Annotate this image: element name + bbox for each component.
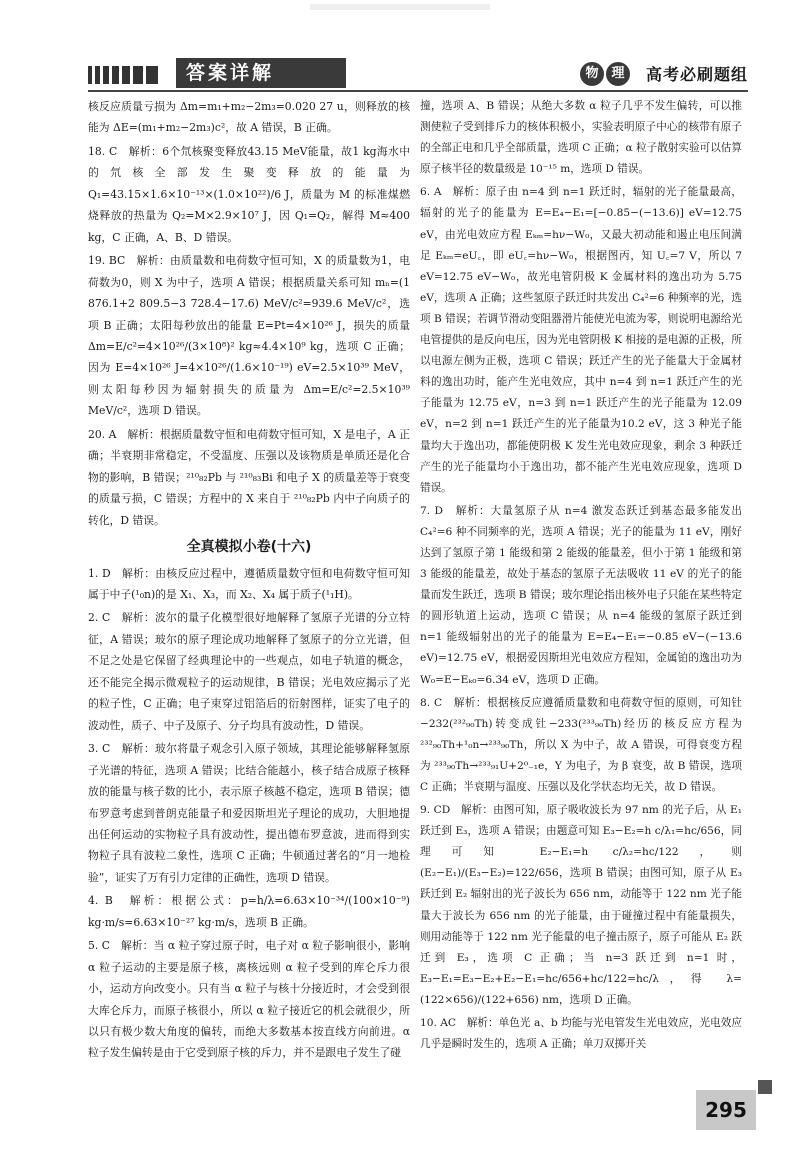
left-column: [88, 96, 410, 1066]
answer-paragraph: 20. A 解析：根据质量数守恒和电荷数守恒可知，X 是电子，A 正确；半衰期非常稳定，不受温度、压强以及该物质是单质还是化合物的影响，B 错误；²¹⁰₈₂Pb 与 ²¹⁰₈₃Bi 和电子 X 的质量差等于衰变的质量亏损，C 错误；方程中的 X 来自于 ²¹⁰₈₂Pb 内中子向质子的转化，D 错误。: [88, 427, 410, 527]
right-column: [420, 96, 742, 1057]
subject-badge: [580, 62, 630, 86]
answer-paragraph: 19. BC 解析：由质量数和电荷数守恒可知，X 的质量数为1，电荷数为0，则 X 为中子，选项 A 错误；根据质量关系可知 mₙ=(1 876.1+2 809.5−3 728.4−17.6) MeV/c²=939.6 MeV/c²，选项 B 正确；太阳每秒放出的能量 E=Pt=4×10²⁶ J，损失的质量 Δm=E/c²=4×10²⁶/(3×10⁸)² kg≈4.4×10⁹ kg，选项 C 正确；因为 E=4×10²⁶ J=4×10²⁶/(1.6×10⁻¹⁹) eV=2.5×10³⁹ MeV，则太阳每秒因为辐射损失的质量为 Δm=E/c²=2.5×10³⁹ MeV/c²，选项 D 错误。: [88, 254, 410, 418]
page-number: 295: [696, 1090, 756, 1130]
answer-paragraph: 撞，选项 A、B 错误；从绝大多数 α 粒子几乎不发生偏转，可以推测使粒子受到排斥力的核体积极小，实验表明原子中心的核带有原子的全部正电和几乎全部质量，选项 C 正确；α 粒子散射实验可以估算原子核半径的数量级是 10⁻¹⁵ m，选项 D 错误。: [420, 100, 742, 176]
answer-paragraph: 2. C 解析：波尔的量子化模型很好地解释了氢原子光谱的分立特征，A 错误；玻尔的原子理论成功地解释了氢原子的分立光谱，但不足之处是它保留了经典理论中的一些观点，如电子轨道的概念，还不能完全揭示微观粒子的运动规律，B 错误；光电效应揭示了光的粒子性，C 正确；电子束穿过铝箔后的衍射图样，证实了电子的波动性，质子、中子及原子、分子均具有波动性，D 错误。: [88, 611, 410, 732]
answer-paragraph: 4. B 解析：根据公式：p=h/λ=6.63×10⁻³⁴/(100×10⁻⁹) kg·m/s=6.63×10⁻²⁷ kg·m/s，选项 B 正确。: [88, 894, 410, 929]
section-heading: 全真模拟小卷(十六): [186, 539, 312, 556]
subject-char: 理: [606, 62, 630, 86]
answer-paragraph: 1. D 解析：由核反应过程中，遵循质量数守恒和电荷数守恒可知属于中子(¹₀n)的是 X₁、X₃，而 X₂、X₄ 属于质子(¹₁H)。: [88, 566, 410, 601]
book-title: 高考必刷题组: [645, 65, 748, 84]
answer-paragraph: 8. C 解析：根据核反应遵循质量数和电荷数守恒的原则，可知钍−232(²³²₉₀Th)转变成钍−233(²³³₉₀Th)经历的核反应方程为 ²³²₉₀Th+¹₀n→²³³₉₀Th，所以 X 为中子，故 A 错误，可得衰变方程为 ²³³₉₀Th→²³³₉₁U+2⁰₋₁e，Y 为电子，为 β 衰变，故 B 错误，选项 C 正确；半衰期与温度、压强以及化学状态均无关，故 D 错误。: [420, 696, 742, 793]
answer-paragraph: 10. AC 解析：单色光 a、b 均能与光电管发生光电效应，光电效应几乎是瞬时发生的，选项 A 正确；单刀双掷开关: [420, 1017, 742, 1051]
page-header: [88, 58, 748, 92]
answer-paragraph: 7. D 解析：大量氢原子从 n=4 激发态跃迁到基态最多能发出 C₄²=6 种不同频率的光，选项 A 错误；光子的能量为 11 eV，刚好达到了氢原子第 1 能级和第 2 能级的能量差，但小于第 1 能级和第 3 能级的能量差，故处于基态的氢原子无法吸收 11 eV 的光子的能量而发生跃迁，选项 B 错误；玻尔理论指出核外电子只能在某些特定的圆形轨道上运动，选项 C 错误；从 n=4 能级的氢原子跃迁到 n=1 能级辐射出的光子的能量为 E=E₄−E₁=−0.85 eV−(−13.6 eV)=12.75 eV，根据爱因斯坦光电效应方程知，金属铂的逸出功为 W₀=E−Eₖ₀=6.34 eV，选项 D 正确。: [420, 504, 742, 686]
header-bars: [88, 66, 161, 85]
header-rule: [88, 90, 748, 92]
section-banner: 答案详解: [176, 58, 346, 88]
corner-mark: [758, 1080, 772, 1094]
answer-paragraph: 核反应质量亏损为 Δm=m₁+m₂−2m₃=0.020 27 u，则释放的核能为 ΔE=(m₁+m₂−2m₃)c²，故 A 错误，B 正确。: [88, 100, 410, 135]
top-faint-mark: [310, 4, 490, 10]
subject-char: 物: [580, 62, 604, 86]
answer-paragraph: 3. C 解析：玻尔将量子观念引入原子领域，其理论能够解释氢原子光谱的特征，选项 A 错误；比结合能越小，核子结合成原子核释放的能量与核子数的比小，表示原子核越不稳定，选项 B 错误；德布罗意考虑到普朗克能量子和爱因斯坦光子理论的成功，大胆地提出任何运动的实物粒子具有波动性，提出德布罗意波，进而得到实物粒子具有波粒二象性，选项 C 正确；牛顿通过著名的“月一地检验”，证实了万有引力定律的正确性，选项 D 错误。: [88, 742, 410, 884]
answer-paragraph: 9. CD 解析：由图可知，原子吸收波长为 97 nm 的光子后，从 E₁ 跃迁到 E₃，选项 A 错误；由题意可知 E₃−E₂=h c/λ₁=hc/656，同理可知 E₂−E₁=h c/λ₂=hc/122，则 (E₂−E₁)/(E₃−E₂)=122/656，选项 B 错误；由图可知，原子从 E₃ 跃迁到 E₂ 辐射出的光子波长为 656 nm，动能等于 122 nm 光子能量大于波长为 656 nm 的光子能量，由于碰撞过程中有能量损失，则用动能等于 122 nm 光子能量的电子撞击原子，原子可能从 E₂ 跃迁到 E₃，选项 C 正确；当 n=3 跃迁到 n=1 时，E₃−E₁=E₃−E₂+E₂−E₁=hc/656+hc/122=hc/λ，得 λ=(122×656)/(122+656) nm，选项 D 正确。: [420, 804, 742, 1006]
answer-paragraph: 6. A 解析：原子由 n=4 到 n=1 跃迁时，辐射的光子能量最高，辐射的光子的能量为 E=E₄−E₁=[−0.85−(−13.6)] eV=12.75 eV，由光电效应方程 Eₖₘ=hν−W₀，又最大初动能和遏止电压间满足 Eₖₘ=eU꜀，即 eU꜀=hν−W₀，根据图丙，知 U꜀=7 V，所以 7 eV=12.75 eV−W₀，故光电管阴极 K 金属材料的逸出功为 5.75 eV，选项 A 正确；这些氢原子跃迁时共发出 C₄²=6 种频率的光，选项 B 错误；若调节滑动变阻器滑片能使光电流为零，则说明电源给光电管提供的是反向电压，因为光电管阴极 K 相接的是电源的正极，所以电源左侧为正极，选项 C 错误；跃迁产生的光子能量大于金属材料的逸出功时，能产生光电效应，其中 n=4 到 n=1 跃迁产生的光子能量为 12.75 eV，n=3 到 n=1 跃迁产生的光子能量为 12.09 eV，n=2 到 n=1 跃迁产生的光子能量为10.2 eV，这 3 种光子能量均大于逸出功，都能使阴极 K 发生光电效应现象，剩余 3 种跃迁产生的光子能量均小于逸出功，都不能产生光电效应现象，选项 D 错误。: [420, 186, 742, 494]
answer-paragraph: 18. C 解析：6个氘核聚变释放43.15 MeV能量，故1 kg海水中的氘核全部发生聚变释放的能量为 Q₁=43.15×1.6×10⁻¹³×(1.0×10²²)/6 J，质量为 M 的标准煤燃烧释放的热量为 Q₂=M×2.9×10⁷ J，因 Q₁=Q₂，解得 M≈400 kg，C 正确，A、B、D 错误。: [88, 144, 410, 244]
answer-paragraph: 5. C 解析：当 α 粒子穿过原子时，电子对 α 粒子影响很小，影响 α 粒子运动的主要是原子核，离核远则 α 粒子受到的库仑斥力很小，运动方向改变小。只有当 α 粒子与核十分接近时，才会受到很大库仑斥力，而原子核很小，所以 α 粒子接近它的机会就很少，所以只有极少数大角度的偏转，而绝大多数基本按直线方向前进。α 粒子发生偏转是由于它受到原子核的斥力，并不是跟电子发生了碰: [88, 939, 410, 1060]
